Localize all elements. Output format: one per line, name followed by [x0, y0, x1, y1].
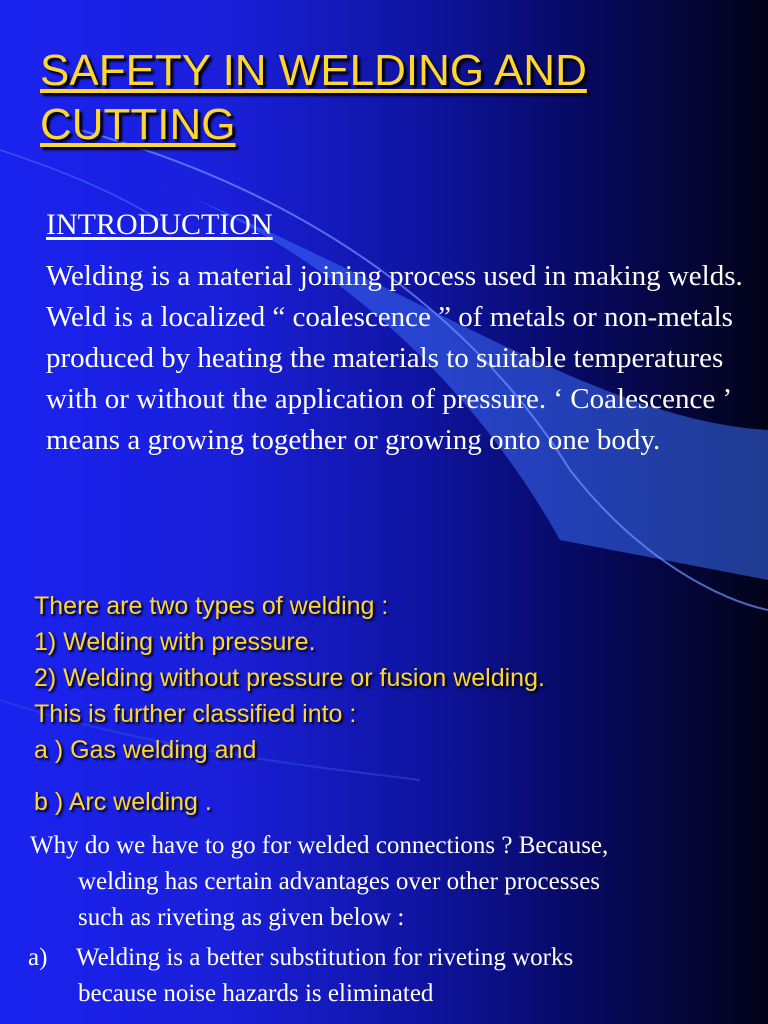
- types-list-item: 2) Welding without pressure or fusion welding.: [34, 664, 545, 692]
- types-list-item: There are two types of welding :: [34, 592, 389, 620]
- types-list-item: This is further classified into :: [34, 700, 357, 728]
- why-welded-paragraph: [30, 828, 750, 936]
- advantage-line-1: Welding is a better substitution for riveting works: [76, 944, 574, 971]
- why-first-line: Why do we have to go for welded connections ? Because,: [30, 832, 609, 859]
- types-list-item: a ) Gas welding and: [34, 736, 257, 764]
- intro-heading: INTRODUCTION: [46, 208, 273, 241]
- slide-title: SAFETY IN WELDING AND CUTTING: [40, 46, 587, 149]
- why-line-3: such as riveting as given below :: [78, 904, 405, 931]
- types-list-item: b ) Arc welding .: [34, 788, 212, 816]
- advantage-line-2: because noise hazards is eliminated: [78, 980, 434, 1007]
- advantage-marker: a): [28, 944, 48, 971]
- why-line-2: welding has certain advantages over other processes: [78, 868, 601, 895]
- advantage-item: [28, 940, 748, 1012]
- welding-types-list: [34, 588, 754, 820]
- intro-paragraph: Welding is a material joining process used in making welds. Weld is a localized “ coalescence ” of metals or non-metals produced by heating the materials to suitable temperatures with or without the application of pressure. ‘ Coalescence ’ means a growing together or growing onto one body.: [46, 260, 743, 456]
- types-list-item: 1) Welding with pressure.: [34, 628, 316, 656]
